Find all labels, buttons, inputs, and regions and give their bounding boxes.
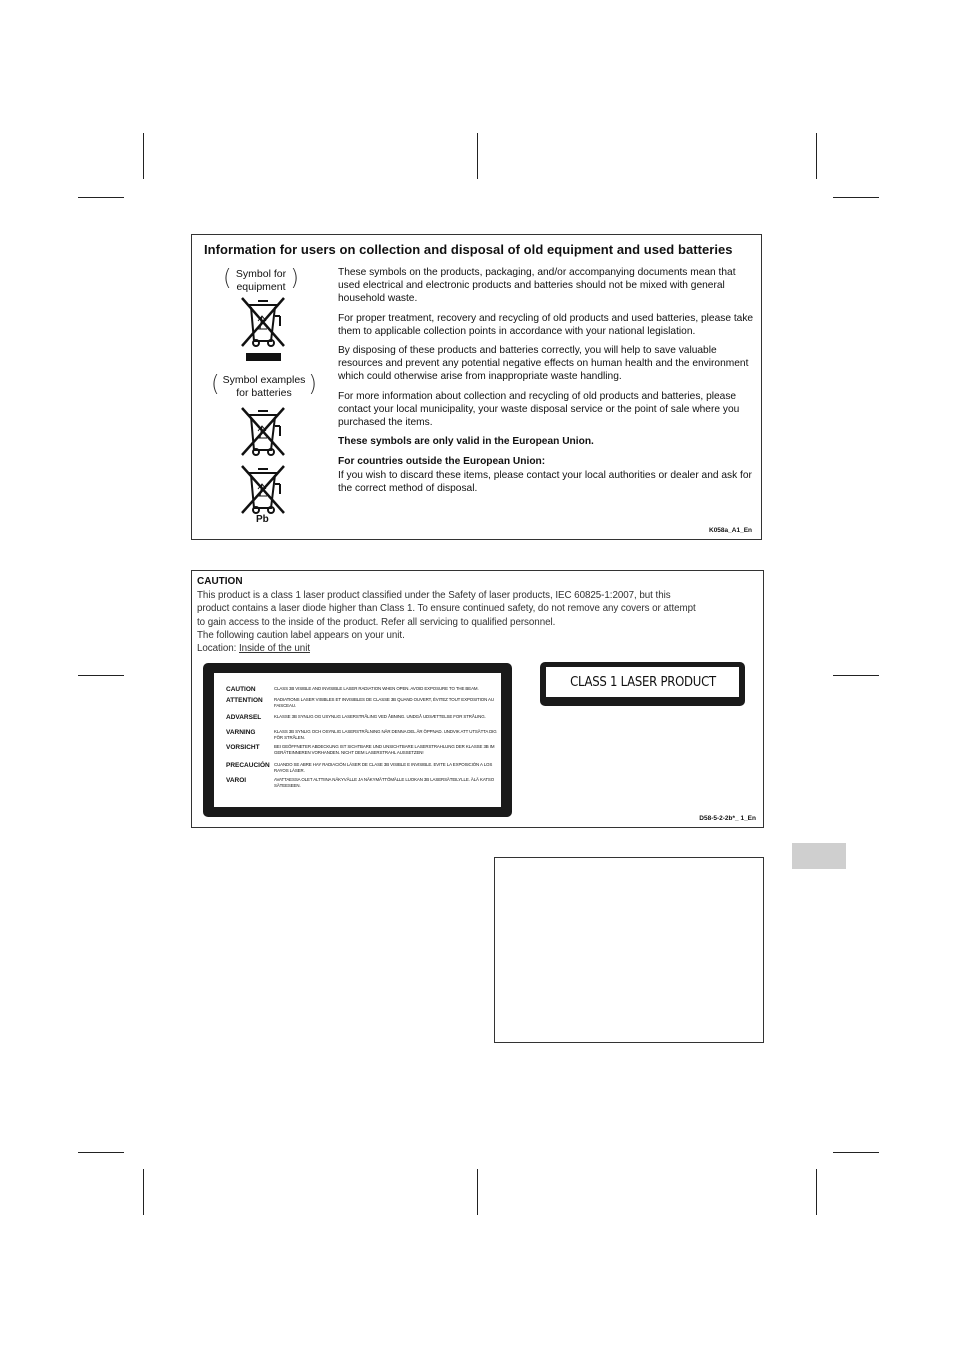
- caution-title: CAUTION: [197, 576, 243, 587]
- class1-laser-label: [540, 662, 745, 706]
- crossed-bin-battery-icon: [238, 407, 288, 459]
- pb-label: Pb: [256, 514, 269, 525]
- page-edge-tab: [792, 843, 846, 869]
- crop-mark: [816, 1169, 817, 1215]
- disposal-paragraph: For proper treatment, recovery and recycling of old products and used batteries, please take them to applicable collection points in accordance with your national legislation.: [338, 312, 754, 337]
- caution-line: This product is a class 1 laser product classified under the Safety of laser products, IEC 60825-1:2007, but this: [197, 590, 671, 601]
- crop-mark: [477, 133, 478, 179]
- disposal-paragraph: For more information about collection and recycling of old products and batteries, please contact your local municipality, your waste disposal service or the point of sale where you purchased the items.: [338, 390, 740, 429]
- location-label: Location:: [197, 643, 237, 655]
- caution-line: product contains a laser diode higher than Class 1. To ensure continued safety, do not remove any covers or attempt: [197, 603, 696, 615]
- disposal-code: K058a_A1_En: [709, 527, 752, 534]
- symbol-equipment-line-2: equipment: [236, 281, 286, 293]
- location-line: [197, 642, 757, 655]
- disposal-info-box: [191, 234, 762, 540]
- disposal-paragraph: By disposing of these products and batteries correctly, you will help to save valuable resources and prevent any potential negative effects on human health and the environment which could otherwise arise from inappropriate waste handling.: [338, 345, 749, 383]
- caution-line: to gain access to the inside of the product. Refer all servicing to qualified personnel.: [197, 616, 556, 628]
- crossed-bin-battery-pb-icon: [238, 465, 288, 517]
- symbol-equipment-label: ( Symbol for equipment ): [223, 266, 299, 293]
- disposal-text: [338, 266, 756, 501]
- caution-line: The following caution label appears on your unit.: [197, 629, 405, 641]
- symbol-batteries-line-1: Symbol examples: [222, 374, 306, 386]
- caution-code: D58-5-2-2b*_ 1_En: [699, 815, 756, 822]
- eu-only-note: These symbols are only valid in the European Union.: [338, 436, 594, 448]
- laser-warning-label: CAUTION CLASS 3B VISIBLE AND INVISIBLE LASER RADIATION WHEN OPEN. AVOID EXPOSURE TO THE BEAM. ATTENTION RADIATIONS LASER VISIBLES ET INVISIBLES DE CLASSE 3B QUAND OUVERT, ÉVITEZ TOUT EXPOSITION AU FAISCEAU. ADVARSEL KLASSE 3B SYNLIG OG USYNLIG LASERSTRÅLING VED ÅBNING. UNDGÅ UDSÆTTELSE FOR STRÅLING. VARNING KLASS 3B SYNLIG OCH OSYNLIG LASERSTRÅLNING NÄR DENNA DEL ÄR ÖPPNAD. UNDVIK ATT UTSÄTTA DIG FÖR STRÅLEN. VORSICHT BEI GEÖFFNETER ABDECKUNG IST SICHTBARE UND UNSICHTBARE LASERSTRAHLUNG DER KLASSE 3B IM GERÄTEINNEREN VORHANDEN. NICHT DEM LASERSTRAHL AUSSETZEN! PRECAUCIÓN CUANDO SE ABRE HAY RADIACIÓN LÁSER DE CLASE 3B VISIBLE E INVISIBLE. EVITE LA EXPOSICIÓN A LOS RAYOS LÁSER. VAROI AVATTAESSA OLET ALTTIINA NÄKYVÄLLE JA NÄKYMÄTTÖMÄLLE LUOKAN 3B LASERSÄTEILYLLE. ÄLÄ KATSO SÄTEESEEN.: [203, 663, 512, 817]
- crop-mark: [477, 1169, 478, 1215]
- crossed-bin-equipment-icon: [238, 296, 288, 362]
- location-value: Inside of the unit: [239, 643, 310, 655]
- crop-mark: [833, 675, 879, 676]
- caution-body: [197, 589, 757, 655]
- class1-laser-text: CLASS 1 LASER PRODUCT: [569, 674, 716, 690]
- crop-mark: [143, 133, 144, 179]
- caution-box: [191, 570, 764, 828]
- crop-mark: [78, 1152, 124, 1153]
- outside-eu-heading: For countries outside the European Union:: [338, 456, 546, 468]
- crop-mark: [143, 1169, 144, 1215]
- crop-mark: [78, 675, 124, 676]
- disposal-paragraph: These symbols on the products, packaging, and/or accompanying documents mean that used electrical and electronic products and batteries should not be mixed with general household waste.: [338, 267, 736, 305]
- symbol-equipment-line-1: Symbol for: [235, 268, 287, 280]
- crop-mark: [78, 197, 124, 198]
- blank-frame: [494, 857, 764, 1043]
- symbol-batteries-label: ( Symbol examples for batteries ): [211, 372, 317, 399]
- disposal-title: Information for users on collection and disposal of old equipment and used batteries: [204, 242, 733, 257]
- crop-mark: [833, 197, 879, 198]
- outside-eu-text: If you wish to discard these items, please contact your local authorities or dealer and ask for the correct method of disposal.: [338, 469, 752, 494]
- symbol-batteries-line-2: for batteries: [236, 387, 292, 399]
- crop-mark: [816, 133, 817, 179]
- crop-mark: [833, 1152, 879, 1153]
